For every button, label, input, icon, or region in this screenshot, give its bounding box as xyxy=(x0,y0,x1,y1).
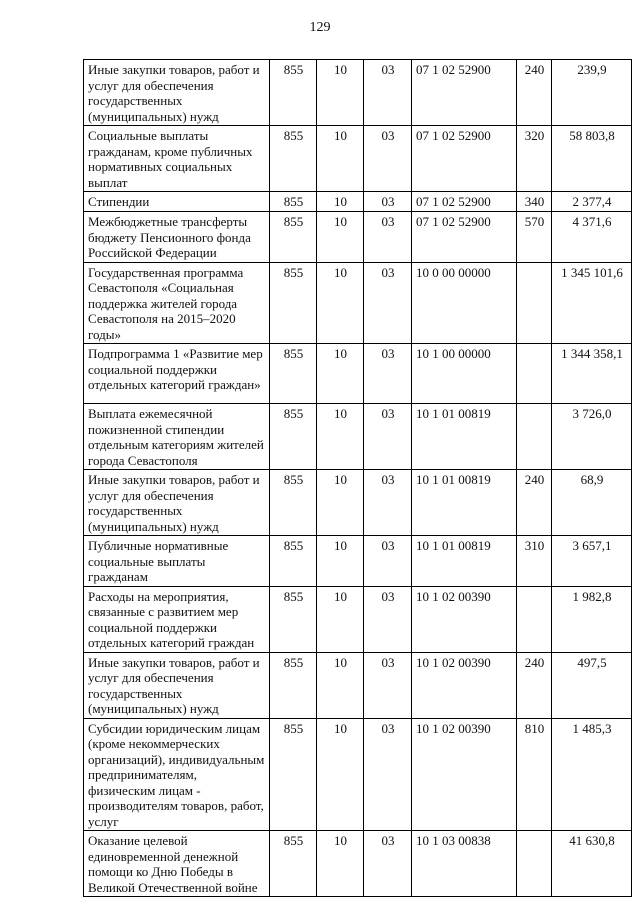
row-name: Иные закупки товаров, работ и услуг для обеспечения государственных (муниципальных) нужд xyxy=(84,470,270,536)
row-vr: 340 xyxy=(517,192,552,212)
row-ved: 855 xyxy=(270,60,317,126)
row-csr: 07 1 02 52900 xyxy=(412,60,517,126)
table-row xyxy=(84,536,632,587)
row-csr: 10 1 00 00000 xyxy=(412,344,517,404)
row-csr: 10 1 03 00838 xyxy=(412,831,517,897)
table-row xyxy=(84,404,632,470)
table-row xyxy=(84,212,632,263)
row-rz: 10 xyxy=(317,262,364,344)
row-name: Субсидии юридическим лицам (кроме некоммерческих организаций), индивидуальным предпринимателям, физическим лицам - производителям товаров, работ, услуг xyxy=(84,718,270,831)
row-csr: 10 1 02 00390 xyxy=(412,652,517,718)
table-row xyxy=(84,192,632,212)
row-pr: 03 xyxy=(364,60,412,126)
row-csr: 07 1 02 52900 xyxy=(412,212,517,263)
row-csr: 10 0 00 00000 xyxy=(412,262,517,344)
row-pr: 03 xyxy=(364,718,412,831)
row-rz: 10 xyxy=(317,212,364,263)
row-ved: 855 xyxy=(270,536,317,587)
row-name: Социальные выплаты гражданам, кроме публичных нормативных социальных выплат xyxy=(84,126,270,192)
row-sum: 239,9 xyxy=(552,60,632,126)
row-sum: 68,9 xyxy=(552,470,632,536)
row-sum: 3 657,1 xyxy=(552,536,632,587)
table-row xyxy=(84,586,632,652)
row-sum: 497,5 xyxy=(552,652,632,718)
row-ved: 855 xyxy=(270,652,317,718)
table-row xyxy=(84,652,632,718)
row-vr: 570 xyxy=(517,212,552,263)
row-sum: 1 344 358,1 xyxy=(552,344,632,404)
row-csr: 10 1 02 00390 xyxy=(412,586,517,652)
row-vr: 810 xyxy=(517,718,552,831)
row-vr xyxy=(517,831,552,897)
row-name: Подпрограмма 1 «Развитие мер социальной поддержки отдельных категорий граждан» xyxy=(84,344,270,404)
row-rz: 10 xyxy=(317,586,364,652)
row-vr xyxy=(517,404,552,470)
row-sum: 3 726,0 xyxy=(552,404,632,470)
row-vr: 240 xyxy=(517,470,552,536)
row-name: Оказание целевой единовременной денежной помощи ко Дню Победы в Великой Отечественной войне xyxy=(84,831,270,897)
row-csr: 10 1 02 00390 xyxy=(412,718,517,831)
row-rz: 10 xyxy=(317,718,364,831)
table-row xyxy=(84,718,632,831)
page-number: 129 xyxy=(309,20,331,35)
row-rz: 10 xyxy=(317,652,364,718)
row-pr: 03 xyxy=(364,212,412,263)
row-pr: 03 xyxy=(364,404,412,470)
table-row xyxy=(84,831,632,897)
row-rz: 10 xyxy=(317,344,364,404)
row-ved: 855 xyxy=(270,192,317,212)
row-sum: 1 982,8 xyxy=(552,586,632,652)
row-sum: 1 345 101,6 xyxy=(552,262,632,344)
row-pr: 03 xyxy=(364,344,412,404)
row-pr: 03 xyxy=(364,470,412,536)
row-csr: 10 1 01 00819 xyxy=(412,470,517,536)
row-vr xyxy=(517,586,552,652)
row-vr xyxy=(517,344,552,404)
row-ved: 855 xyxy=(270,586,317,652)
row-pr: 03 xyxy=(364,192,412,212)
row-pr: 03 xyxy=(364,262,412,344)
row-name: Межбюджетные трансферты бюджету Пенсионного фонда Российской Федерации xyxy=(84,212,270,263)
row-csr: 10 1 01 00819 xyxy=(412,536,517,587)
row-name: Иные закупки товаров, работ и услуг для обеспечения государственных (муниципальных) нужд xyxy=(84,60,270,126)
row-csr: 10 1 01 00819 xyxy=(412,404,517,470)
row-rz: 10 xyxy=(317,404,364,470)
table-row xyxy=(84,126,632,192)
row-sum: 58 803,8 xyxy=(552,126,632,192)
row-name: Выплата ежемесячной пожизненной стипендии отдельным категориям жителей города Севастополя xyxy=(84,404,270,470)
row-name: Публичные нормативные социальные выплаты гражданам xyxy=(84,536,270,587)
row-ved: 855 xyxy=(270,831,317,897)
row-pr: 03 xyxy=(364,831,412,897)
row-ved: 855 xyxy=(270,404,317,470)
row-csr: 07 1 02 52900 xyxy=(412,192,517,212)
row-name: Стипендии xyxy=(84,192,270,212)
table-row xyxy=(84,60,632,126)
row-ved: 855 xyxy=(270,126,317,192)
row-rz: 10 xyxy=(317,192,364,212)
row-sum: 2 377,4 xyxy=(552,192,632,212)
row-rz: 10 xyxy=(317,126,364,192)
row-name: Иные закупки товаров, работ и услуг для обеспечения государственных (муниципальных) нужд xyxy=(84,652,270,718)
row-ved: 855 xyxy=(270,262,317,344)
row-pr: 03 xyxy=(364,652,412,718)
table-row xyxy=(84,470,632,536)
row-vr: 310 xyxy=(517,536,552,587)
row-ved: 855 xyxy=(270,212,317,263)
row-name: Расходы на мероприятия, связанные с развитием мер социальной поддержки отдельных категорий граждан xyxy=(84,586,270,652)
budget-table-body xyxy=(84,60,632,897)
row-vr: 240 xyxy=(517,652,552,718)
row-sum: 4 371,6 xyxy=(552,212,632,263)
table-row xyxy=(84,262,632,344)
row-rz: 10 xyxy=(317,831,364,897)
row-vr: 240 xyxy=(517,60,552,126)
row-ved: 855 xyxy=(270,470,317,536)
row-pr: 03 xyxy=(364,126,412,192)
row-name: Государственная программа Севастополя «Социальная поддержка жителей города Севастополя на 2015–2020 годы» xyxy=(84,262,270,344)
row-ved: 855 xyxy=(270,344,317,404)
row-csr: 07 1 02 52900 xyxy=(412,126,517,192)
row-pr: 03 xyxy=(364,536,412,587)
table-row xyxy=(84,344,632,404)
budget-table xyxy=(83,59,632,897)
row-vr xyxy=(517,262,552,344)
row-rz: 10 xyxy=(317,536,364,587)
row-rz: 10 xyxy=(317,470,364,536)
row-pr: 03 xyxy=(364,586,412,652)
row-sum: 1 485,3 xyxy=(552,718,632,831)
row-ved: 855 xyxy=(270,718,317,831)
row-rz: 10 xyxy=(317,60,364,126)
row-vr: 320 xyxy=(517,126,552,192)
row-sum: 41 630,8 xyxy=(552,831,632,897)
